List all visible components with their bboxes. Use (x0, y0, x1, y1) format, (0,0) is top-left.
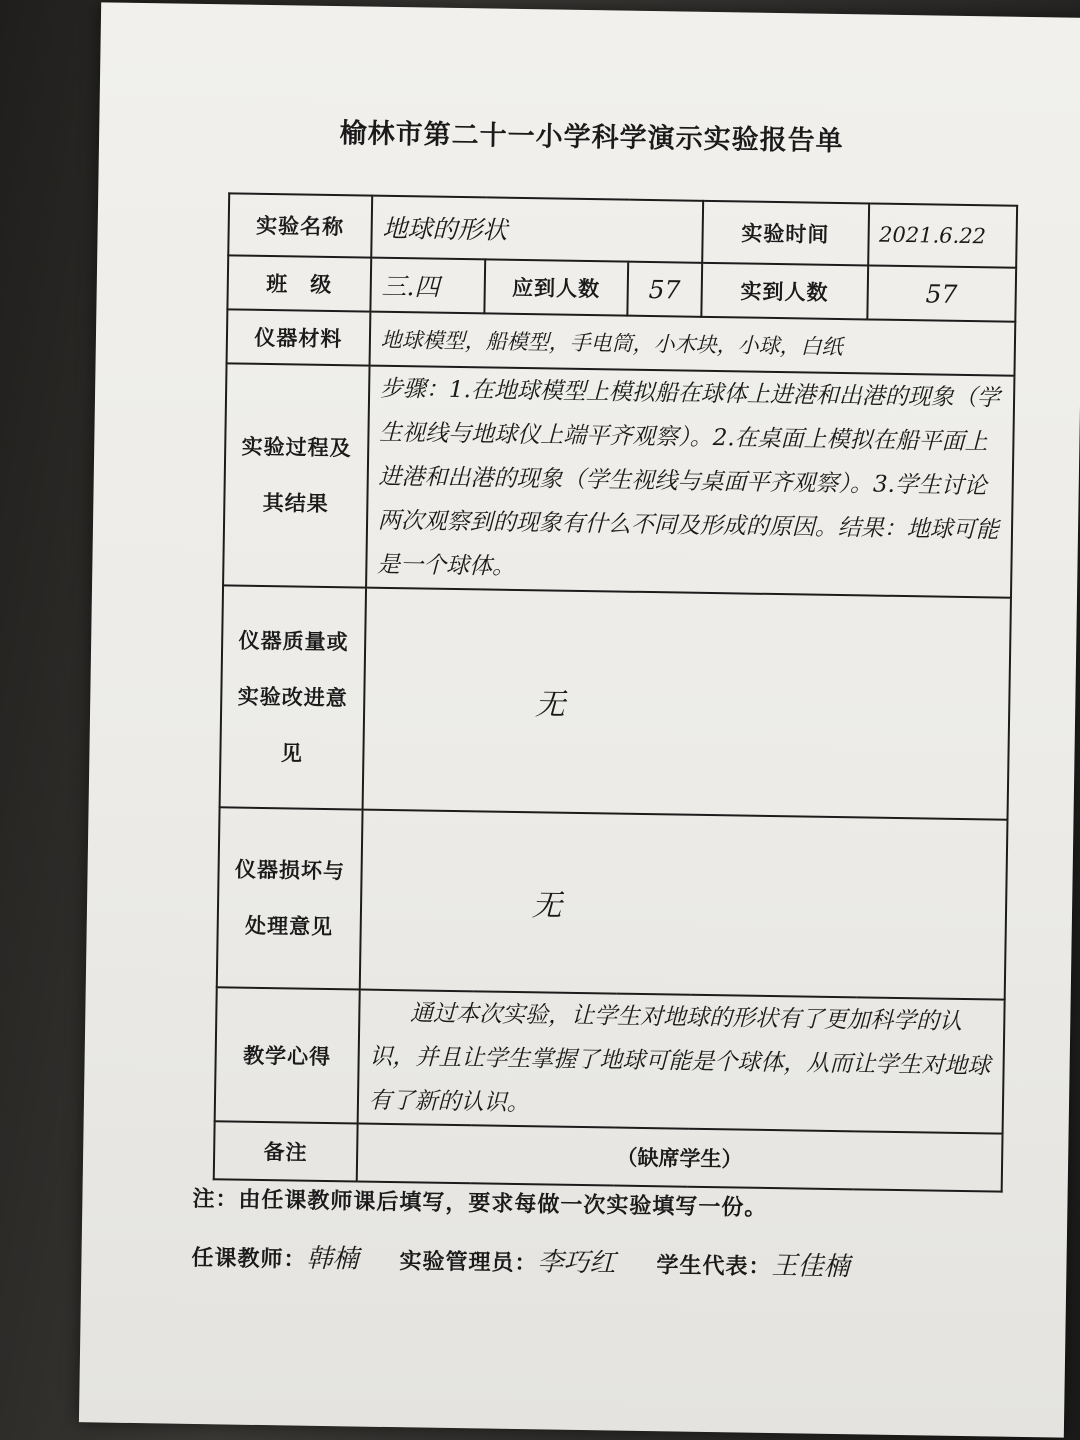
value-experiment-time: 2021.6.22 (868, 203, 1017, 267)
value-materials: 地球模型，船模型，手电筒，小木块，小球，白纸 (369, 312, 1015, 376)
row-process (223, 363, 1014, 597)
report-sheet (79, 2, 1080, 1437)
manager-signature: 李巧红 (537, 1247, 616, 1279)
value-remarks: （缺席学生） (356, 1124, 1002, 1192)
label-actual-count: 实到人数 (701, 263, 867, 320)
student-signature: 王佳楠 (771, 1251, 850, 1283)
label-damage: 仪器损坏与处理意见 (217, 807, 363, 989)
footer-note: 注：由任课教师课后填写，要求每做一次实验填写一份。 (192, 1186, 768, 1221)
value-experiment-name: 地球的形状 (371, 196, 703, 263)
label-materials: 仪器材料 (227, 309, 371, 365)
value-actual-count: 57 (867, 265, 1016, 321)
value-reflection: 通过本次实验，让学生对地球的形状有了更加科学的认识，并且让学生掌握了地球可能是个球体，从而让学生对地球有了新的认识。 (357, 990, 1004, 1134)
row-reflection (215, 987, 1005, 1133)
student-label: 学生代表： (656, 1253, 772, 1281)
row-remarks (214, 1121, 1003, 1191)
value-quality: 无 (362, 588, 1011, 820)
value-class: 三.四 (370, 258, 485, 314)
label-expected-count: 应到人数 (484, 259, 628, 315)
row-damage (217, 807, 1008, 999)
label-experiment-time: 实验时间 (702, 201, 869, 266)
row-quality (220, 585, 1011, 819)
value-expected-count: 57 (627, 262, 702, 317)
teacher-signature: 韩楠 (306, 1243, 359, 1275)
label-experiment-name: 实验名称 (228, 193, 372, 257)
value-process: 步骤：1.在地球模型上模拟船在球体上进港和出港的现象（学生视线与地球仪上端平齐观察）。2.在桌面上模拟在船平面上进港和出港的现象（学生视线与桌面平齐观察）。3.学生讨论两次观察到的现象有什么不同及形成的原因。结果：地球可能是一个球体。 (366, 366, 1015, 598)
value-damage: 无 (359, 810, 1007, 1000)
label-class: 班 级 (227, 255, 371, 311)
label-process: 实验过程及其结果 (223, 363, 369, 587)
signature-row (191, 1236, 884, 1284)
manager-label: 实验管理员： (399, 1249, 538, 1277)
label-remarks: 备注 (214, 1121, 358, 1181)
label-reflection: 教学心得 (215, 987, 360, 1123)
report-table (213, 192, 1018, 1192)
label-quality: 仪器质量或实验改进意见 (220, 585, 366, 809)
teacher-label: 任课教师： (191, 1245, 307, 1273)
page-title: 榆林市第二十一小学科学演示实验报告单 (339, 118, 844, 158)
